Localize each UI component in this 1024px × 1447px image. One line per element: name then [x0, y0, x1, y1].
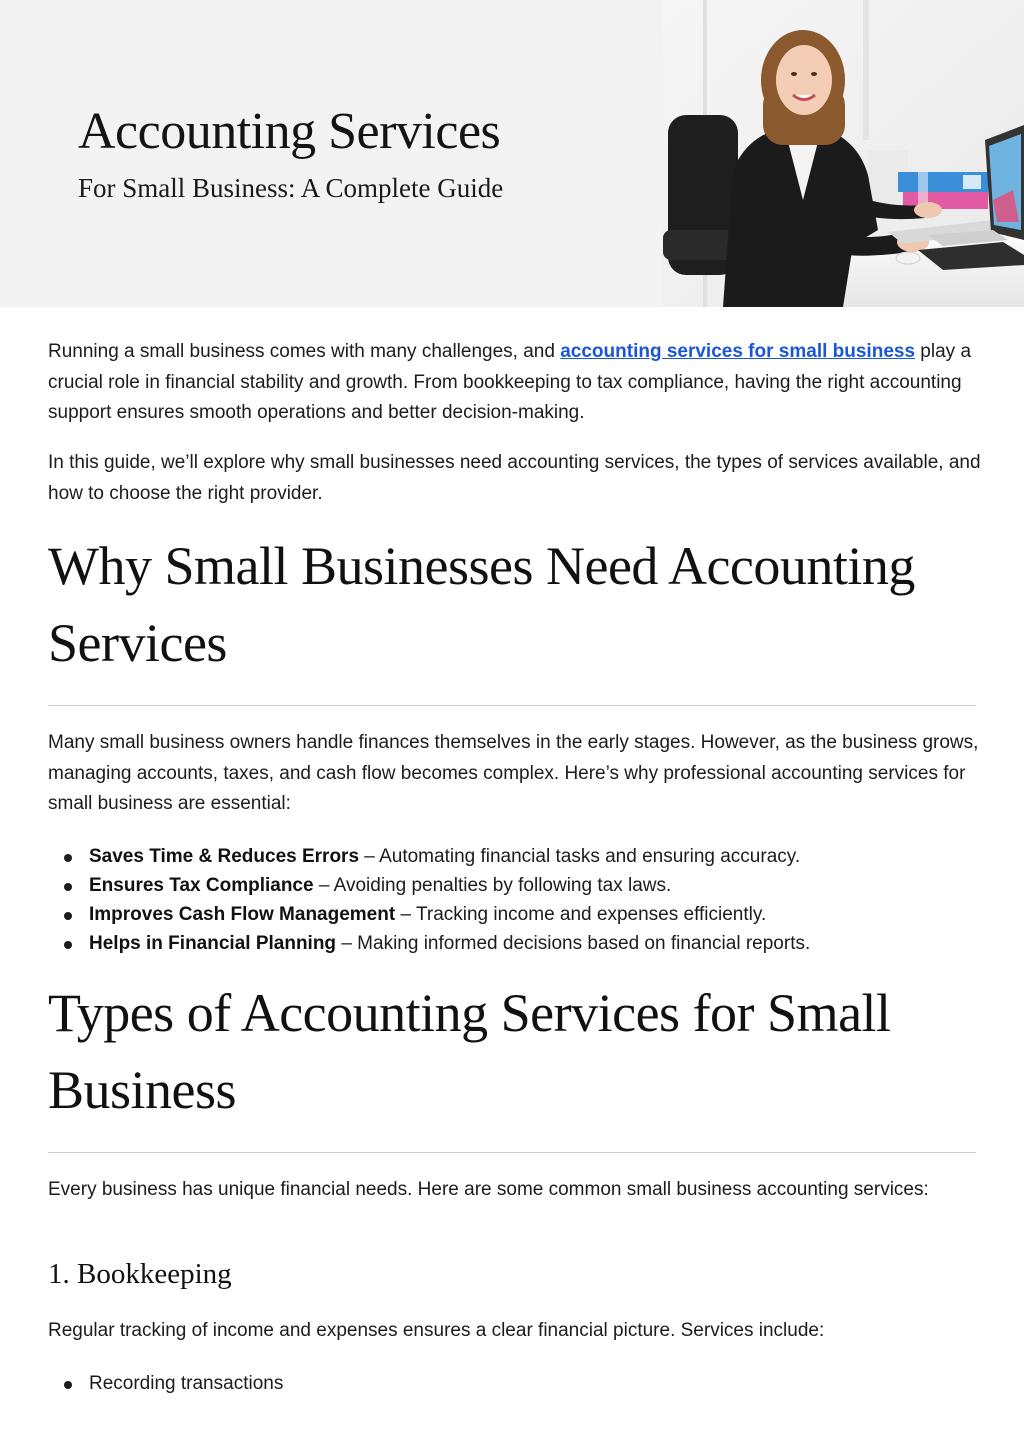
- page-title: Accounting Services: [78, 103, 501, 160]
- why-paragraph: Many small business owners handle finances themselves in the early stages. However, as the business grows, managing accounts, taxes, and cash flow becomes complex. Here’s why professional accounting services for small business are essential:: [48, 732, 979, 814]
- list-item: [48, 1369, 983, 1398]
- intro-text-end: play a crucial role in financial stability and growth. From bookkeeping to tax compliance, having the right accounting support ensures smooth operations and better decision-making.: [48, 341, 972, 423]
- list-item-text: – Avoiding penalties by following tax laws.: [313, 875, 672, 896]
- benefits-list: [48, 842, 983, 958]
- section-divider: [48, 1152, 976, 1153]
- intro-paragraph: [48, 337, 983, 429]
- hero-banner: [0, 0, 1024, 307]
- list-item-text: – Automating financial tasks and ensuring accuracy.: [359, 846, 801, 867]
- list-item-text: – Tracking income and expenses efficiently.: [395, 904, 767, 925]
- why-heading: Why Small Businesses Need Accounting Services: [48, 536, 915, 673]
- list-item-text: Recording transactions: [89, 1373, 284, 1394]
- section-divider: [48, 705, 976, 706]
- list-item-title: Improves Cash Flow Management: [89, 904, 396, 925]
- list-item-title: Ensures Tax Compliance: [89, 875, 314, 896]
- list-item-text: – Making informed decisions based on financial reports.: [336, 933, 811, 954]
- intro-text-start: Running a small business comes with many challenges, and: [48, 341, 561, 362]
- list-item: [48, 900, 983, 929]
- bookkeeping-heading: 1. Bookkeeping: [48, 1258, 232, 1290]
- list-item-title: Helps in Financial Planning: [89, 933, 337, 954]
- page-subtitle: For Small Business: A Complete Guide: [78, 173, 504, 203]
- bookkeeping-paragraph: Regular tracking of income and expenses ensures a clear financial picture. Services include:: [48, 1320, 825, 1341]
- list-item-title: Saves Time & Reduces Errors: [89, 846, 360, 867]
- bookkeeping-list: [48, 1369, 983, 1398]
- accounting-services-link[interactable]: accounting services for small business: [560, 341, 916, 362]
- woman-at-desk-photo: [663, 0, 1024, 307]
- types-heading: Types of Accounting Services for Small Business: [48, 983, 891, 1120]
- list-item: [48, 842, 983, 871]
- guide-overview-paragraph: In this guide, we’ll explore why small businesses need accounting services, the types of services available, and how to choose the right provider.: [48, 452, 981, 504]
- types-paragraph: Every business has unique financial needs. Here are some common small business accounting services:: [48, 1179, 929, 1200]
- list-item: [48, 871, 983, 900]
- list-item: [48, 929, 983, 958]
